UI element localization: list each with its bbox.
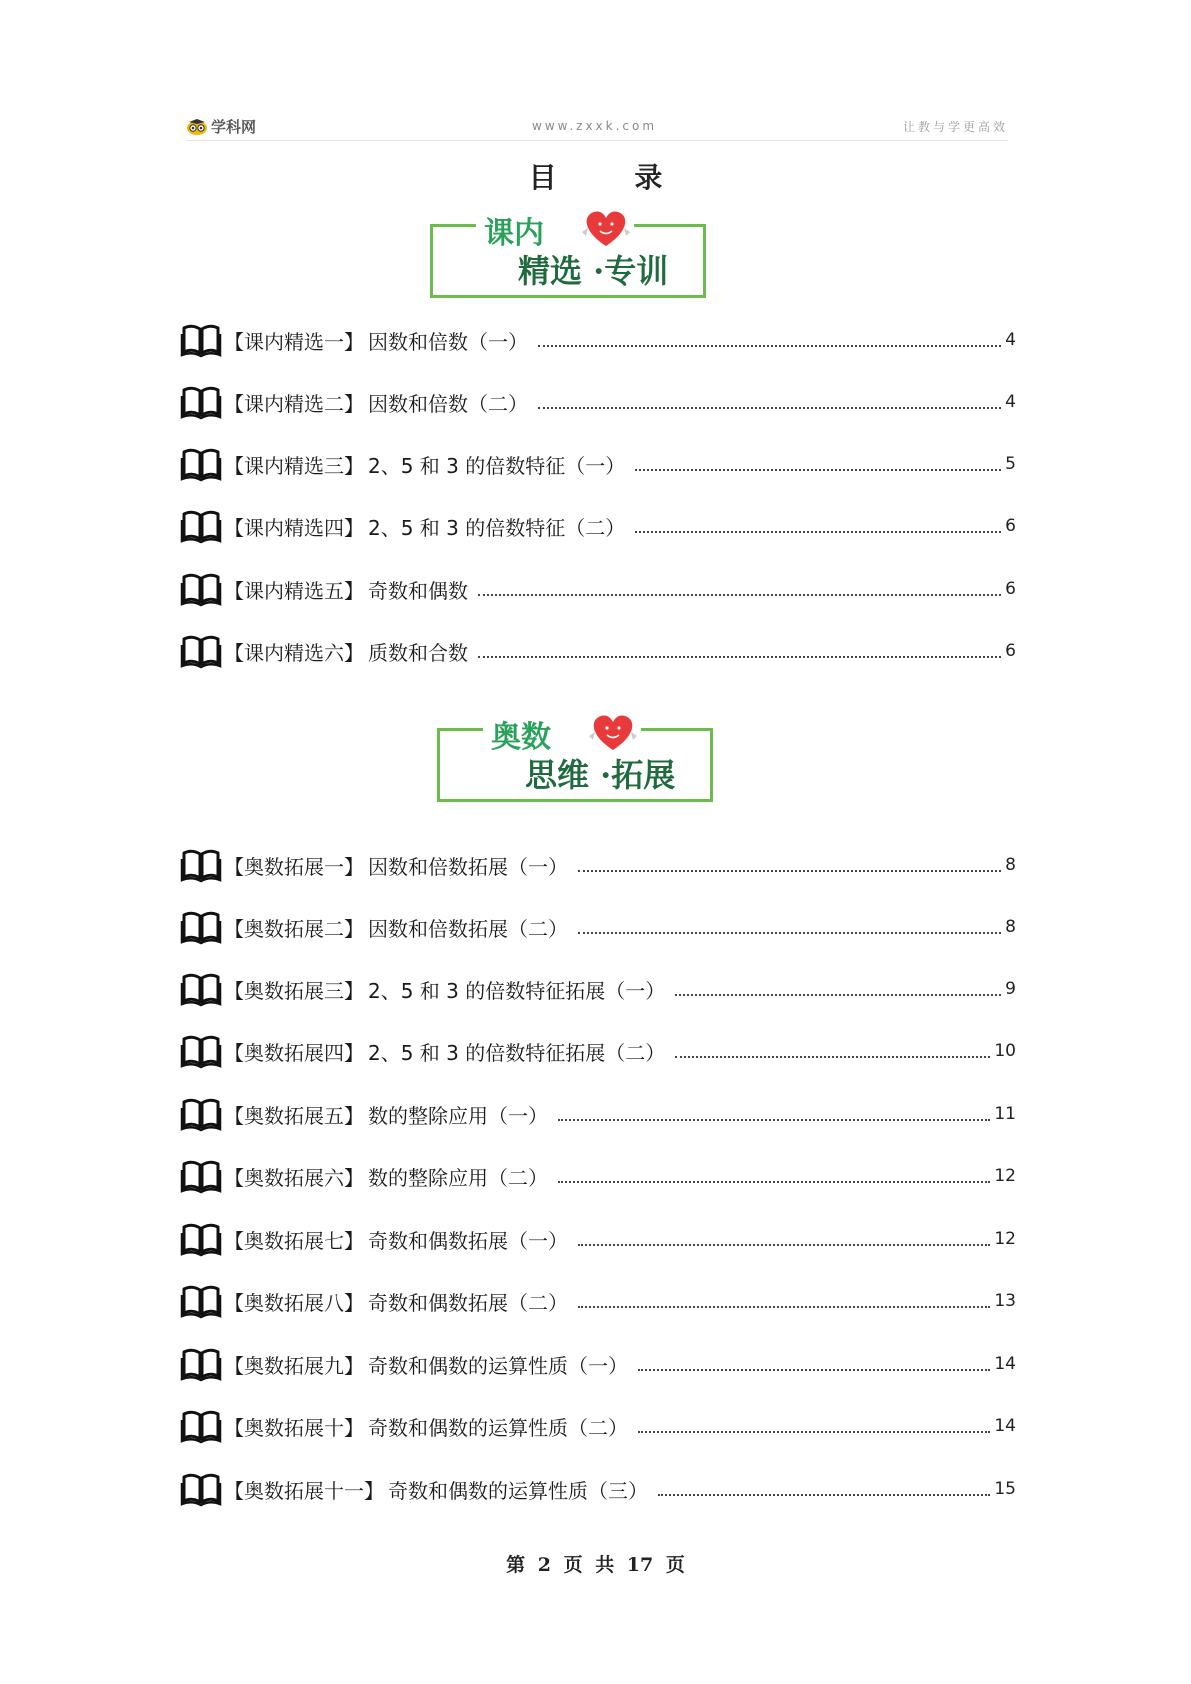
toc-entry[interactable]	[180, 506, 1016, 546]
toc-entry[interactable]	[180, 1344, 1016, 1384]
entry-label: 【奥数拓展四】	[224, 1040, 364, 1065]
banner-line1: 奥数	[487, 712, 555, 756]
header-slogan: 让教与学更高效	[902, 120, 1008, 134]
entry-page: 4	[1005, 330, 1016, 350]
book-icon	[180, 1033, 222, 1069]
entry-page: 15	[994, 1479, 1016, 1499]
entry-page: 11	[994, 1104, 1016, 1124]
section-banner-1	[430, 208, 710, 294]
entry-page: 13	[994, 1291, 1016, 1311]
book-icon	[180, 571, 222, 607]
dot-leader	[578, 932, 1001, 934]
entry-label: 【奥数拓展十】	[224, 1415, 364, 1440]
dot-leader	[558, 1181, 990, 1183]
entry-label: 【奥数拓展三】	[224, 978, 364, 1003]
entry-title: 因数和倍数拓展（一）	[368, 854, 568, 879]
toc-entry[interactable]	[180, 1094, 1016, 1134]
entry-title: 质数和合数	[368, 640, 468, 665]
dot-leader	[675, 1056, 990, 1058]
entry-page: 6	[1005, 516, 1016, 536]
dot-leader	[578, 1244, 990, 1246]
entry-label: 【奥数拓展一】	[224, 854, 364, 879]
book-icon	[180, 1158, 222, 1194]
book-icon	[180, 1283, 222, 1319]
toc-entry[interactable]	[180, 382, 1016, 422]
toc-entry[interactable]	[180, 631, 1016, 671]
entry-title: 奇数和偶数拓展（一）	[368, 1228, 568, 1253]
heart-icon	[583, 706, 643, 756]
entry-title: 奇数和偶数的运算性质（一）	[368, 1353, 628, 1378]
heart-icon	[576, 202, 636, 252]
entry-label: 【奥数拓展二】	[224, 916, 364, 941]
entry-title: 奇数和偶数的运算性质（二）	[368, 1415, 628, 1440]
section-banner-2	[437, 712, 717, 798]
entry-title: 数的整除应用（一）	[368, 1103, 548, 1128]
book-icon	[180, 847, 222, 883]
entry-title: 2、5 和 3 的倍数特征（二）	[368, 515, 626, 540]
entry-page: 8	[1005, 917, 1016, 937]
entry-title: 2、5 和 3 的倍数特征拓展（一）	[368, 978, 666, 1003]
toc-entry[interactable]	[180, 1281, 1016, 1321]
entry-label: 【课内精选四】	[224, 515, 364, 540]
banner-line2: 思维 ·拓展	[525, 756, 676, 794]
entry-page: 4	[1005, 392, 1016, 412]
entry-label: 【课内精选一】	[224, 329, 364, 354]
entry-title: 2、5 和 3 的倍数特征（一）	[368, 453, 626, 478]
entry-title: 奇数和偶数	[368, 578, 468, 603]
entry-page: 14	[994, 1416, 1016, 1436]
dot-leader	[538, 345, 1001, 347]
page-header	[186, 116, 1008, 141]
entry-page: 12	[994, 1229, 1016, 1249]
book-icon	[180, 446, 222, 482]
entry-page: 6	[1005, 579, 1016, 599]
dot-leader	[478, 656, 1001, 658]
entry-label: 【课内精选二】	[224, 391, 364, 416]
entry-page: 14	[994, 1354, 1016, 1374]
dot-leader	[638, 1431, 990, 1433]
toc-entry[interactable]	[180, 845, 1016, 885]
toc-entry[interactable]	[180, 320, 1016, 360]
book-icon	[180, 1346, 222, 1382]
entry-label: 【奥数拓展八】	[224, 1290, 364, 1315]
logo	[186, 116, 256, 137]
toc-entry[interactable]	[180, 1406, 1016, 1446]
entry-label: 【奥数拓展九】	[224, 1353, 364, 1378]
entry-page: 8	[1005, 855, 1016, 875]
dot-leader	[478, 594, 1001, 596]
page-footer: 第 2 页 共 17 页	[506, 1554, 685, 1576]
entry-title: 因数和倍数拓展（二）	[368, 916, 568, 941]
entry-label: 【奥数拓展六】	[224, 1165, 364, 1190]
toc-entry[interactable]	[180, 1219, 1016, 1259]
dot-leader	[658, 1494, 990, 1496]
dot-leader	[578, 870, 1001, 872]
book-icon	[180, 1471, 222, 1507]
toc-entry[interactable]	[180, 969, 1016, 1009]
entry-page: 10	[994, 1041, 1016, 1061]
book-icon	[180, 322, 222, 358]
toc-entry[interactable]	[180, 1031, 1016, 1071]
entry-page: 5	[1005, 454, 1016, 474]
book-icon	[180, 508, 222, 544]
entry-page: 12	[994, 1166, 1016, 1186]
entry-title: 奇数和偶数拓展（二）	[368, 1290, 568, 1315]
toc-entry[interactable]	[180, 444, 1016, 484]
dot-leader	[635, 469, 1001, 471]
entry-label: 【奥数拓展十一】	[224, 1478, 384, 1503]
page-title: 目 录	[528, 161, 697, 194]
entry-title: 因数和倍数（二）	[368, 391, 528, 416]
banner-line2: 精选 ·专训	[518, 252, 669, 290]
toc-entry[interactable]	[180, 1469, 1016, 1509]
entry-page: 9	[1005, 979, 1016, 999]
entry-label: 【课内精选五】	[224, 578, 364, 603]
entry-label: 【课内精选三】	[224, 453, 364, 478]
entry-title: 因数和倍数（一）	[368, 329, 528, 354]
book-icon	[180, 1408, 222, 1444]
dot-leader	[558, 1119, 990, 1121]
entry-page: 6	[1005, 641, 1016, 661]
book-icon	[180, 971, 222, 1007]
entry-label: 【奥数拓展七】	[224, 1228, 364, 1253]
dot-leader	[578, 1306, 990, 1308]
toc-entry[interactable]	[180, 907, 1016, 947]
toc-entry[interactable]	[180, 569, 1016, 609]
logo-owl-icon	[186, 118, 208, 136]
dot-leader	[675, 994, 1001, 996]
entry-title: 数的整除应用（二）	[368, 1165, 548, 1190]
book-icon	[180, 384, 222, 420]
dot-leader	[638, 1369, 990, 1371]
book-icon	[180, 909, 222, 945]
entry-label: 【课内精选六】	[224, 640, 364, 665]
logo-text: 学科网	[211, 118, 257, 136]
entry-title: 奇数和偶数的运算性质（三）	[388, 1478, 648, 1503]
banner-line1: 课内	[480, 208, 548, 252]
entry-title: 2、5 和 3 的倍数特征拓展（二）	[368, 1040, 666, 1065]
book-icon	[180, 1096, 222, 1132]
entry-label: 【奥数拓展五】	[224, 1103, 364, 1128]
toc-entry[interactable]	[180, 1156, 1016, 1196]
dot-leader	[635, 531, 1001, 533]
book-icon	[180, 633, 222, 669]
book-icon	[180, 1221, 222, 1257]
dot-leader	[538, 407, 1001, 409]
site-url: www.zxxk.com	[532, 119, 658, 133]
